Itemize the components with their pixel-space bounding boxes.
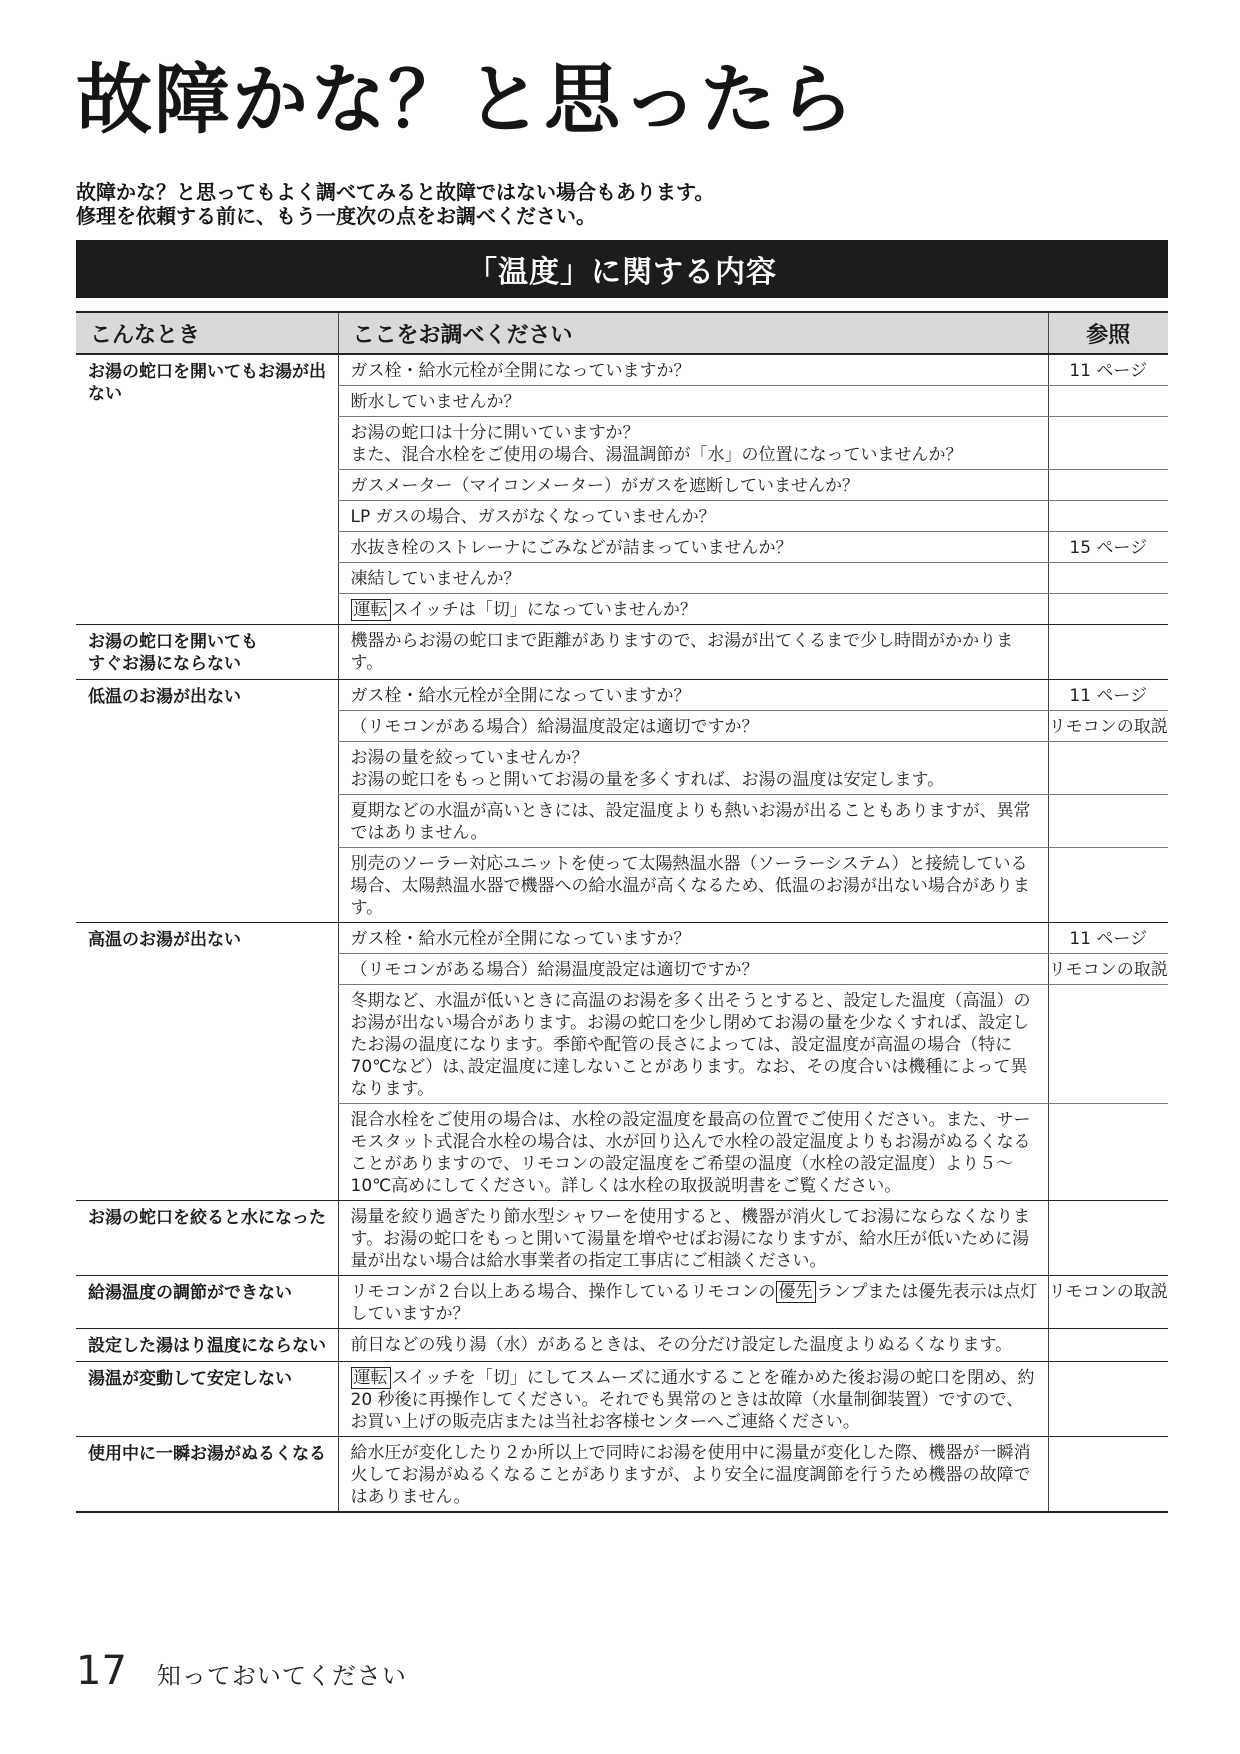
check-cell — [338, 563, 1048, 594]
page-title: 故障かな？と思ったら — [76, 55, 856, 144]
check-text: ガス栓・給水元栓が全開になっていますか？ — [350, 361, 691, 381]
check-text: スイッチは「切」になっていませんか？ — [391, 600, 697, 620]
check-text: （リモコンがある場合）給湯温度設定は適切ですか？ — [350, 717, 759, 737]
header-reference: 参照 — [1048, 312, 1168, 354]
symptom-cell: 設定した湯はり温度にならない — [76, 1329, 338, 1362]
check-text: 断水していませんか？ — [350, 392, 521, 412]
button-label-box: 運転 — [351, 1367, 391, 1389]
check-cell — [338, 417, 1048, 470]
check-cell — [338, 954, 1048, 985]
symptom-cell: 給湯温度の調節ができない — [76, 1276, 338, 1329]
check-text: ランプまたは優先表示は点灯していますか？ — [350, 1282, 1038, 1324]
intro-line: 故障かな？と思ってもよく調べてみると故障ではない場合もあります。 — [76, 180, 715, 204]
check-text: お湯の量を絞っていませんか？ お湯の蛇口をもっと開いてお湯の量を多くすれば、お湯の温度は安定します。 — [350, 748, 945, 790]
check-cell — [338, 1201, 1048, 1276]
table-row — [76, 625, 1168, 680]
table-row — [76, 1362, 1168, 1437]
reference-cell — [1048, 1329, 1168, 1362]
symptom-cell: 高温のお湯が出ない — [76, 923, 338, 1201]
reference-cell — [1048, 594, 1168, 625]
symptom-cell: お湯の蛇口を絞ると水になった — [76, 1201, 338, 1276]
reference-cell — [1048, 563, 1168, 594]
section-title: 「温度」に関する内容 — [467, 255, 777, 290]
symptom-cell: 湯温が変動して安定しない — [76, 1362, 338, 1437]
reference-cell — [1048, 501, 1168, 532]
check-text: スイッチを「切」にしてスムーズに通水することを確かめた後お湯の蛇口を閉め、約 20 秒後に再操作してください。それでも異常のときは故障（水量制御装置）ですので、お買い上げの販売店または当社お客様センターへご連絡ください。 — [350, 1368, 1035, 1432]
intro-text — [76, 180, 1166, 228]
check-text: 混合水栓をご使用の場合は、水栓の設定温度を最高の位置でご使用ください。また、サーモスタット式混合水栓の場合は、水が回り込んで水栓の設定温度よりもお湯がぬるくなることがありますので、リモコンの設定温度をご希望の温度（水栓の設定温度）より５～ 10℃高めにしてください。詳しくは水栓の取扱説明書をご覧ください。 — [350, 1110, 1031, 1196]
reference-cell — [1048, 470, 1168, 501]
reference-cell: リモコンの取説 — [1048, 1276, 1168, 1329]
table-row — [76, 1329, 1168, 1362]
reference-cell: 11 ページ — [1048, 680, 1168, 711]
check-cell — [338, 532, 1048, 563]
reference-cell — [1048, 625, 1168, 680]
reference-cell: リモコンの取説 — [1048, 954, 1168, 985]
button-label-box: 運転 — [351, 599, 391, 621]
check-cell — [338, 711, 1048, 742]
symptom-cell: お湯の蛇口を開いてもお湯が出ない — [76, 354, 338, 625]
reference-cell — [1048, 386, 1168, 417]
symptom-cell: 使用中に一瞬お湯がぬるくなる — [76, 1437, 338, 1513]
check-text: 湯量を絞り過ぎたり節水型シャワーを使用すると、機器が消火してお湯にならなくなります。お湯の蛇口をもっと開いて湯量を増やせばお湯になりますが、給水圧が低いために湯量が出ない場合は給水事業者の指定工事店にご相談ください。 — [350, 1207, 1031, 1271]
check-text: 別売のソーラー対応ユニットを使って太陽熱温水器（ソーラーシステム）と接続している場合、太陽熱温水器で機器への給水温が高くなるため、低温のお湯が出ない場合があります。 — [350, 854, 1030, 918]
check-cell — [338, 923, 1048, 954]
check-text: （リモコンがある場合）給湯温度設定は適切ですか？ — [350, 960, 759, 980]
check-cell — [338, 625, 1048, 680]
reference-cell — [1048, 1362, 1168, 1437]
check-cell — [338, 1362, 1048, 1437]
header-check: ここをお調べください — [338, 312, 1048, 354]
symptom-cell: お湯の蛇口を開いても すぐお湯にならない — [76, 625, 338, 680]
header-symptom: こんなとき — [76, 312, 338, 354]
check-cell — [338, 795, 1048, 848]
table-row — [76, 1276, 1168, 1329]
section-header — [76, 240, 1168, 298]
table-header-row — [76, 312, 1168, 354]
check-cell — [338, 1437, 1048, 1513]
check-cell — [338, 1329, 1048, 1362]
check-text: 夏期などの水温が高いときには、設定温度よりも熱いお湯が出ることもありますが、異常ではありません。 — [350, 801, 1031, 843]
reference-cell — [1048, 1104, 1168, 1201]
symptom-cell: 低温のお湯が出ない — [76, 680, 338, 923]
check-cell — [338, 1276, 1048, 1329]
check-cell — [338, 501, 1048, 532]
reference-cell — [1048, 795, 1168, 848]
check-cell — [338, 594, 1048, 625]
button-label-box: 優先 — [776, 1281, 816, 1303]
check-text: LP ガスの場合、ガスがなくなっていませんか？ — [350, 507, 716, 527]
check-cell — [338, 848, 1048, 923]
reference-cell — [1048, 1437, 1168, 1513]
check-text: 水抜き栓のストレーナにごみなどが詰まっていませんか？ — [350, 538, 793, 558]
page-footer — [76, 1648, 407, 1694]
check-text: ガス栓・給水元栓が全開になっていますか？ — [350, 929, 691, 949]
reference-cell — [1048, 742, 1168, 795]
reference-cell: 11 ページ — [1048, 354, 1168, 386]
check-cell — [338, 470, 1048, 501]
check-cell — [338, 985, 1048, 1104]
reference-cell — [1048, 1201, 1168, 1276]
check-cell — [338, 1104, 1048, 1201]
check-text-prefix: リモコンが２台以上ある場合、操作しているリモコンの — [350, 1282, 776, 1302]
page-number: 17 — [76, 1648, 127, 1694]
check-cell — [338, 386, 1048, 417]
intro-line: 修理を依頼する前に、もう一度次の点をお調べください。 — [76, 204, 596, 228]
check-text: 給水圧が変化したり２か所以上で同時にお湯を使用中に湯量が変化した際、機器が一瞬消火してお湯がぬるくなることがありますが、より安全に温度調節を行うため機器の故障ではありません。 — [350, 1443, 1031, 1507]
table-body — [76, 354, 1168, 1512]
check-text: ガスメーター（マイコンメーター）がガスを遮断していませんか？ — [350, 476, 859, 496]
reference-cell: 11 ページ — [1048, 923, 1168, 954]
reference-cell — [1048, 417, 1168, 470]
check-text: 凍結していませんか？ — [350, 569, 521, 589]
footer-section-label: 知っておいてください — [156, 1662, 407, 1690]
reference-cell: 15 ページ — [1048, 532, 1168, 563]
check-text: ガス栓・給水元栓が全開になっていますか？ — [350, 686, 691, 706]
table-row — [76, 1201, 1168, 1276]
check-text: お湯の蛇口は十分に開いていますか？ また、混合水栓をご使用の場合、湯温調節が「水」の位置になっていませんか？ — [350, 423, 963, 465]
reference-cell — [1048, 985, 1168, 1104]
troubleshooting-table — [76, 311, 1168, 1513]
check-cell — [338, 680, 1048, 711]
table-row — [76, 1437, 1168, 1513]
table-row — [76, 923, 1168, 954]
check-cell — [338, 354, 1048, 386]
reference-cell — [1048, 848, 1168, 923]
table-row — [76, 680, 1168, 711]
reference-cell: リモコンの取説 — [1048, 711, 1168, 742]
check-text: 冬期など、水温が低いときに高温のお湯を多く出そうとすると、設定した温度（高温）のお湯が出ない場合があります。お湯の蛇口を少し閉めてお湯の量を少なくすれば、設定したお湯の温度になります。季節や配管の長さによっては、設定温度が高温の場合（特に 70℃など）は､設定温度に達しないことがあります。なお、その度合いは機種によって異なります。 — [350, 991, 1031, 1099]
table-row — [76, 354, 1168, 386]
check-text: 機器からお湯の蛇口まで距離がありますので、お湯が出てくるまで少し時間がかかります。 — [350, 631, 1014, 673]
check-text: 前日などの残り湯（水）があるときは、その分だけ設定した温度よりぬるくなります。 — [350, 1335, 1013, 1355]
check-cell — [338, 742, 1048, 795]
